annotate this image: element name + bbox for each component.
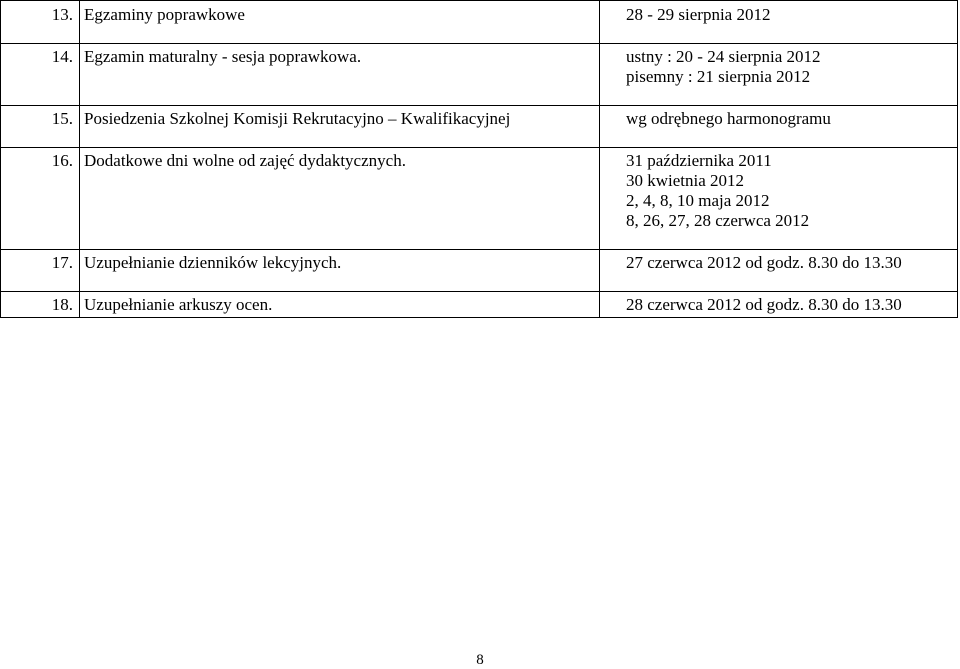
date-line: 8, 26, 27, 28 czerwca 2012: [626, 211, 810, 230]
row-dates: [600, 106, 958, 148]
table-row: [1, 106, 958, 148]
date-line: 30 kwietnia 2012: [626, 171, 745, 190]
table-row: [1, 148, 958, 250]
date-line: wg odrębnego harmonogramu: [626, 109, 831, 128]
date-line: 28 - 29 sierpnia 2012: [626, 5, 771, 24]
row-dates: [600, 250, 958, 292]
table-row: [1, 44, 958, 106]
row-description: Uzupełnianie dzienników lekcyjnych.: [80, 250, 600, 292]
row-dates: [600, 148, 958, 250]
table-row: [1, 1, 958, 44]
row-description: Posiedzenia Szkolnej Komisji Rekrutacyjno – Kwalifikacyjnej: [80, 106, 600, 148]
row-description: Egzaminy poprawkowe: [80, 1, 600, 44]
date-line: 27 czerwca 2012 od godz. 8.30 do 13.30: [626, 253, 902, 272]
schedule-table: [0, 0, 958, 318]
date-line: 31 października 2011: [626, 151, 772, 170]
date-line: 2, 4, 8, 10 maja 2012: [626, 191, 770, 210]
date-line: pisemny : 21 sierpnia 2012: [626, 67, 811, 86]
row-description: Dodatkowe dni wolne od zajęć dydaktycznych.: [80, 148, 600, 250]
row-number: 16.: [1, 148, 80, 250]
row-number: 15.: [1, 106, 80, 148]
row-dates: [600, 292, 958, 318]
table-row: [1, 250, 958, 292]
date-line: ustny : 20 - 24 sierpnia 2012: [626, 47, 821, 66]
page-number: 8: [476, 652, 484, 668]
table-row: [1, 292, 958, 318]
row-description: Uzupełnianie arkuszy ocen.: [80, 292, 600, 318]
row-number: 17.: [1, 250, 80, 292]
row-number: 18.: [1, 292, 80, 318]
row-dates: [600, 44, 958, 106]
row-description: Egzamin maturalny - sesja poprawkowa.: [80, 44, 600, 106]
row-number: 13.: [1, 1, 80, 44]
row-number: 14.: [1, 44, 80, 106]
row-dates: [600, 1, 958, 44]
date-line: 28 czerwca 2012 od godz. 8.30 do 13.30: [626, 295, 902, 314]
